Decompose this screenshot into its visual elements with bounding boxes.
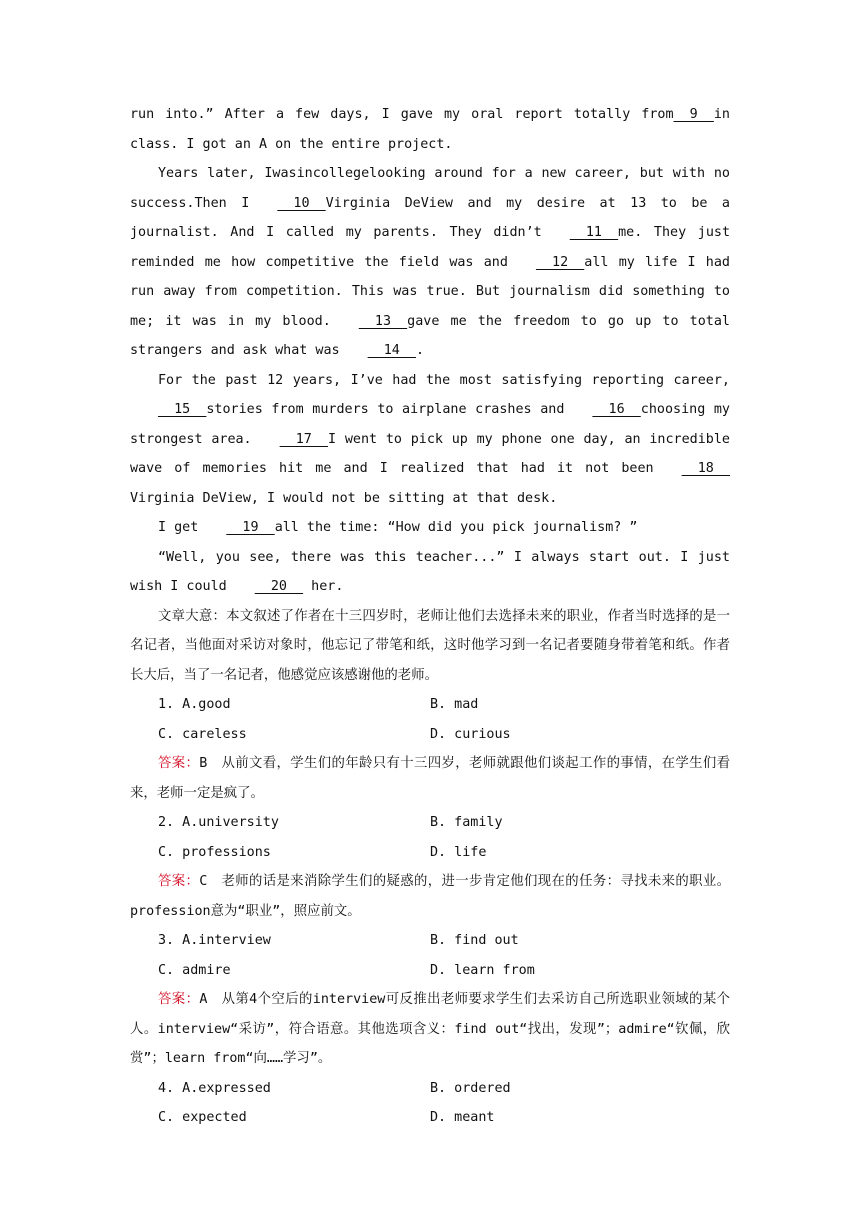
option-row bbox=[130, 1103, 730, 1133]
passage-text: me. They just reminded me how competitive the field was and bbox=[130, 225, 731, 270]
passage-text: Virginia DeView and my desire at 13 to be a journalist. And I called my parents. They didn’t bbox=[130, 195, 730, 240]
answer-label: 答案： bbox=[158, 756, 200, 771]
passage-text: in class. I got an A on the entire project. bbox=[130, 107, 730, 152]
passage-text: “Well, you see, there was this teacher...” I always start out. I just wish I could bbox=[130, 549, 730, 594]
answer-option: D. meant bbox=[430, 1110, 495, 1125]
passage-paragraph bbox=[130, 513, 730, 543]
cloze-blank: 13 bbox=[358, 313, 408, 329]
cloze-blank: 20 bbox=[254, 579, 304, 594]
answer-label: 答案： bbox=[158, 874, 200, 889]
answer-option: D. life bbox=[430, 844, 487, 860]
passage-text: For the past 12 years, I’ve had the most satisfying reporting career, bbox=[158, 372, 730, 388]
answer-option: C. expected bbox=[158, 1110, 247, 1125]
answer-option: B. mad bbox=[430, 697, 479, 712]
passage-text: 文章大意：本文叙述了作者在十三四岁时，老师让他们去选择未来的职业，作者当时选择的是一名记者，当他面对采访对象时，他忘记了带笔和纸，这时他学习到一名记者要随身带着笔和纸。作者长大后，当了一名记者，他感觉应该感谢他的老师。 bbox=[130, 608, 730, 683]
answer-option: B. ordered bbox=[430, 1080, 511, 1096]
passage-paragraph bbox=[130, 602, 730, 691]
cloze-blank: 16 bbox=[592, 402, 641, 417]
cloze-blank: 12 bbox=[535, 254, 585, 270]
cloze-blank: 17 bbox=[279, 431, 328, 447]
answer-option: C. careless bbox=[158, 726, 247, 742]
document-body bbox=[130, 100, 730, 1133]
passage-text: gave me the freedom to go up to total strangers and ask what was bbox=[130, 313, 730, 358]
passage-paragraph bbox=[130, 543, 730, 602]
answer-option: D. learn from bbox=[430, 962, 535, 978]
answer-option: 1. A.good bbox=[158, 697, 231, 712]
passage-text: Virginia DeView, I would not be sitting at that desk. bbox=[130, 490, 558, 506]
cloze-blank: 15 bbox=[158, 402, 207, 417]
passage-paragraph bbox=[130, 159, 730, 366]
answer-option: B. find out bbox=[430, 933, 519, 948]
answer-explanation bbox=[130, 985, 730, 1074]
cloze-blank: 10 bbox=[277, 195, 326, 211]
passage-text: stories from murders to airplane crashes and bbox=[206, 402, 565, 417]
answer-option: C. admire bbox=[158, 962, 231, 978]
answer-text: C 老师的话是来消除学生们的疑惑的，进一步肯定他们现在的任务：寻找未来的职业。profession意为“职业”，照应前文。 bbox=[130, 874, 730, 919]
answer-option: B. family bbox=[430, 815, 503, 830]
answer-explanation bbox=[130, 867, 730, 926]
passage-text: choosing my strongest area. bbox=[130, 402, 730, 447]
cloze-blank: 11 bbox=[569, 225, 619, 240]
answer-option: 2. A.university bbox=[158, 815, 279, 830]
passage-text: all my life I had run away from competition. This was true. But journalism did something to me; it was in my blood. bbox=[130, 254, 730, 329]
cloze-blank: 9 bbox=[673, 107, 714, 122]
passage-paragraph bbox=[130, 100, 730, 159]
answer-option: 3. A.interview bbox=[158, 933, 271, 948]
passage-text: run into.” After a few days, I gave my oral report totally from bbox=[130, 107, 674, 122]
option-row bbox=[130, 808, 730, 838]
option-row bbox=[130, 690, 730, 720]
passage-text: all the time: “How did you pick journalism? ” bbox=[274, 520, 638, 535]
option-row bbox=[130, 1074, 730, 1104]
answer-text: A 从第4个空后的interview可反推出老师要求学生们去采访自己所选职业领域的某个人。interview“采访”，符合语意。其他选项含义：find out“找出，发现”；admire“钦佩，欣赏”；learn from“向……学习”。 bbox=[130, 992, 730, 1066]
option-row bbox=[130, 720, 730, 750]
passage-paragraph bbox=[130, 366, 730, 514]
answer-option: C. professions bbox=[158, 844, 271, 860]
cloze-blank: 18 bbox=[681, 461, 730, 476]
answer-explanation bbox=[130, 749, 730, 808]
answer-label: 答案： bbox=[158, 992, 200, 1007]
option-row bbox=[130, 926, 730, 956]
passage-text: Years later, Iwasincollegelooking around for a new career, but with no success.Then I bbox=[130, 166, 730, 211]
passage-text: I get bbox=[158, 520, 199, 535]
passage-text: . bbox=[415, 343, 425, 358]
answer-text: B 从前文看，学生们的年龄只有十三四岁，老师就跟他们谈起工作的事情，在学生们看来，老师一定是疯了。 bbox=[130, 756, 730, 801]
option-row bbox=[130, 838, 730, 868]
cloze-blank: 14 bbox=[367, 343, 416, 358]
answer-option: D. curious bbox=[430, 726, 511, 742]
option-row bbox=[130, 956, 730, 986]
passage-text: her. bbox=[303, 579, 344, 594]
answer-option: 4. A.expressed bbox=[158, 1080, 271, 1096]
cloze-blank: 19 bbox=[226, 520, 275, 535]
passage-text: I went to pick up my phone one day, an incredible wave of memories hit me and I realized that had it not been bbox=[130, 431, 730, 476]
